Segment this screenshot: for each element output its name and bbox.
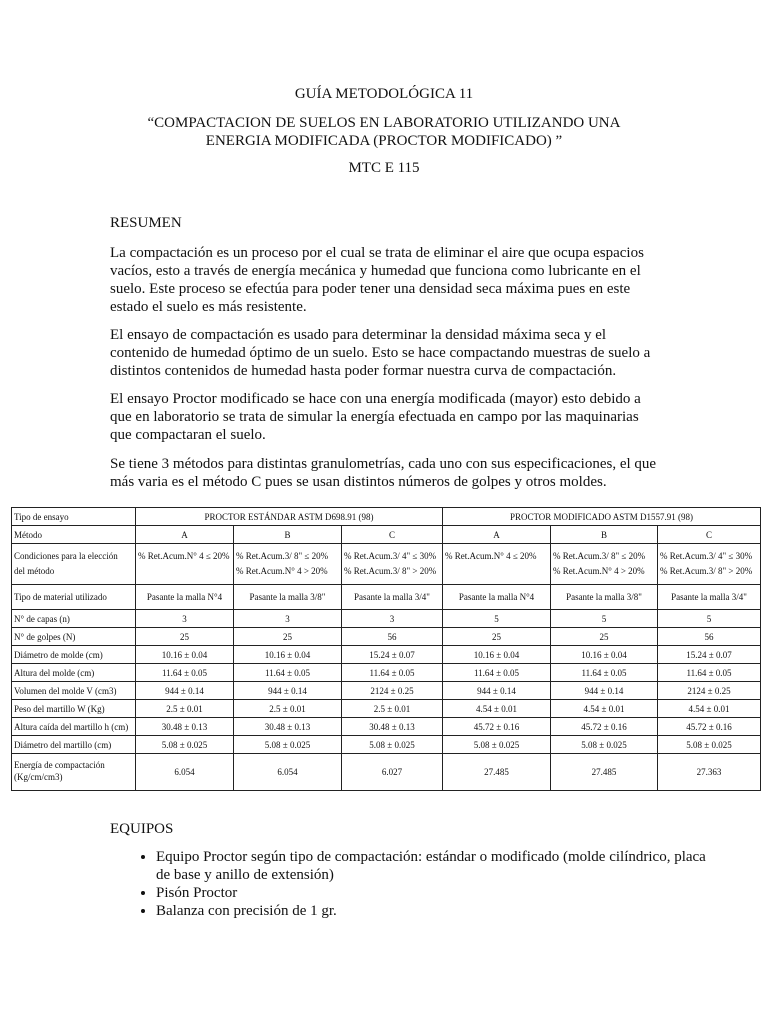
- table-cell: 2.5 ± 0.01: [136, 700, 234, 718]
- condition-line-1: % Ret.Acum.3/ 8" ≤ 20%: [236, 551, 329, 561]
- conditions-label-line-1: Condiciones para la elección: [14, 551, 118, 561]
- table-row: [12, 718, 761, 736]
- condition-line-2: % Ret.Acum.N° 4 > 20%: [236, 566, 328, 576]
- resumen-paragraph-1: La compactación es un proceso por el cual se trata de eliminar el aire que ocupa espacios vacíos, esto a través de energía mecánica y humedad que funciona como lubricante en el suelo. Este proceso se efectúa para poder tener una densidad seca máxima pues en este estado el suelo es más resistente.: [110, 245, 644, 315]
- table-cell: 25: [551, 628, 658, 646]
- table-cell: 11.64 ± 0.05: [658, 664, 761, 682]
- table-cell: Pasante la malla 3/8": [551, 585, 658, 610]
- table-row: [12, 736, 761, 754]
- table-cell: 10.16 ± 0.04: [136, 646, 234, 664]
- table-row-conditions: [12, 544, 761, 585]
- conditions-label-line-2: del método: [14, 566, 55, 576]
- material-label: Tipo de material utilizado: [12, 585, 136, 610]
- condition-line-2: % Ret.Acum.N° 4 > 20%: [553, 566, 645, 576]
- table-cell: 3: [342, 610, 443, 628]
- table-cell: 5.08 ± 0.025: [551, 736, 658, 754]
- energy-label-line-1: Energía de compactación: [14, 760, 105, 770]
- table-cell: Pasante la malla N°4: [443, 585, 551, 610]
- table-row: [12, 682, 761, 700]
- row-label: N° de capas (n): [12, 610, 136, 628]
- table-cell: B: [551, 526, 658, 544]
- table-cell: Pasante la malla 3/4": [342, 585, 443, 610]
- table-row-method: [12, 526, 761, 544]
- table-cell: 5.08 ± 0.025: [136, 736, 234, 754]
- row-label: N° de golpes (N): [12, 628, 136, 646]
- conditions-label: [12, 544, 136, 585]
- header-modified: PROCTOR MODIFICADO ASTM D1557.91 (98): [443, 508, 761, 526]
- condition-line-2: % Ret.Acum.3/ 8" > 20%: [344, 566, 437, 576]
- table-cell: [658, 544, 761, 585]
- guide-title: GUÍA METODOLÓGICA 11: [294, 86, 474, 102]
- header-standard: PROCTOR ESTÁNDAR ASTM D698.91 (98): [136, 508, 443, 526]
- table-cell: 27.485: [551, 754, 658, 791]
- table-row: [12, 664, 761, 682]
- table-cell: [342, 544, 443, 585]
- table-row: [12, 700, 761, 718]
- table-cell: 5.08 ± 0.025: [342, 736, 443, 754]
- table-cell: A: [443, 526, 551, 544]
- table-row: [12, 628, 761, 646]
- condition-line-1: % Ret.Acum.N° 4 ≤ 20%: [138, 551, 230, 561]
- table-cell: 3: [234, 610, 342, 628]
- method-label: Método: [12, 526, 136, 544]
- energy-label-line-2: (Kg/cm/cm3): [14, 772, 63, 782]
- table-cell: 56: [658, 628, 761, 646]
- table-cell: 3: [136, 610, 234, 628]
- row-label: Volumen del molde V (cm3): [12, 682, 136, 700]
- table-body: [12, 610, 761, 754]
- table-cell: 11.64 ± 0.05: [136, 664, 234, 682]
- table-cell: C: [342, 526, 443, 544]
- table-cell: [551, 544, 658, 585]
- list-item: • Balanza con precisión de 1 gr.: [156, 902, 716, 920]
- standard-code: MTC E 115: [348, 160, 420, 176]
- table-cell: 4.54 ± 0.01: [658, 700, 761, 718]
- table-cell: 15.24 ± 0.07: [658, 646, 761, 664]
- table-cell: 25: [136, 628, 234, 646]
- table-cell: 5.08 ± 0.025: [234, 736, 342, 754]
- table-cell: 11.64 ± 0.05: [443, 664, 551, 682]
- table-cell: 2124 ± 0.25: [658, 682, 761, 700]
- table-cell: [136, 544, 234, 585]
- table-cell: 45.72 ± 0.16: [443, 718, 551, 736]
- table-cell: 27.485: [443, 754, 551, 791]
- table-cell: 2.5 ± 0.01: [234, 700, 342, 718]
- condition-line-1: % Ret.Acum.3/ 4" ≤ 30%: [660, 551, 753, 561]
- condition-line-2: [445, 564, 548, 579]
- table-cell: 30.48 ± 0.13: [136, 718, 234, 736]
- condition-line-1: % Ret.Acum.N° 4 ≤ 20%: [445, 551, 537, 561]
- table-cell: Pasante la malla 3/8": [234, 585, 342, 610]
- condition-line-1: % Ret.Acum.3/ 4" ≤ 30%: [344, 551, 437, 561]
- table-row-energy: [12, 754, 761, 791]
- table-cell: [443, 544, 551, 585]
- table-cell: 25: [443, 628, 551, 646]
- table-cell: 5.08 ± 0.025: [658, 736, 761, 754]
- table-cell: 944 ± 0.14: [443, 682, 551, 700]
- energy-label: [12, 754, 136, 791]
- table-row: [12, 610, 761, 628]
- row-label: Diámetro de molde (cm): [12, 646, 136, 664]
- resumen-paragraph-4: Se tiene 3 métodos para distintas granulometrías, cada uno con sus especificaciones, el que más varia es el método C pues se usan distintos números de golpes y otros moldes.: [110, 456, 657, 490]
- header-label: Tipo de ensayo: [12, 508, 136, 526]
- table-cell: [234, 544, 342, 585]
- table-cell: 15.24 ± 0.07: [342, 646, 443, 664]
- table-cell: 6.054: [234, 754, 342, 791]
- equipment-list: [108, 848, 716, 920]
- table-cell: 11.64 ± 0.05: [342, 664, 443, 682]
- table-cell: 45.72 ± 0.16: [551, 718, 658, 736]
- table-cell: 11.64 ± 0.05: [234, 664, 342, 682]
- table-cell: 30.48 ± 0.13: [234, 718, 342, 736]
- table-cell: Pasante la malla 3/4": [658, 585, 761, 610]
- table-cell: 5: [658, 610, 761, 628]
- table-cell: 2124 ± 0.25: [342, 682, 443, 700]
- table-cell: Pasante la malla N°4: [136, 585, 234, 610]
- table-cell: 5: [443, 610, 551, 628]
- proctor-specs-table: [11, 507, 761, 791]
- table-cell: 25: [234, 628, 342, 646]
- table-cell: 944 ± 0.14: [551, 682, 658, 700]
- table-cell: 10.16 ± 0.04: [551, 646, 658, 664]
- table-row-material: [12, 585, 761, 610]
- table-cell: 45.72 ± 0.16: [658, 718, 761, 736]
- list-item: • Equipo Proctor según tipo de compactación: estándar o modificado (molde cilíndrico, placa de base y anillo de extensión): [156, 848, 716, 884]
- table-cell: B: [234, 526, 342, 544]
- table-cell: 944 ± 0.14: [234, 682, 342, 700]
- resumen-paragraph-3: El ensayo Proctor modificado se hace con una energía modificada (mayor) esto debido a que en laboratorio se trata de simular la energía efectuada en campo por las maquinarias que compactaran el suelo.: [110, 391, 641, 443]
- table-cell: A: [136, 526, 234, 544]
- table-row: [12, 646, 761, 664]
- resumen-paragraph-2: El ensayo de compactación es usado para determinar la densidad máxima seca y el contenido de humedad óptimo de un suelo. Esto se hace compactando muestras de suelo a distintos contenidos de humedad hasta poder formar nuestra curva de compactación.: [110, 327, 651, 379]
- table-cell: 5.08 ± 0.025: [443, 736, 551, 754]
- table-cell: 5: [551, 610, 658, 628]
- equipos-heading: EQUIPOS: [110, 821, 174, 837]
- row-label: Peso del martillo W (Kg): [12, 700, 136, 718]
- row-label: Diámetro del martillo (cm): [12, 736, 136, 754]
- table-cell: 2.5 ± 0.01: [342, 700, 443, 718]
- table-cell: 944 ± 0.14: [136, 682, 234, 700]
- list-item: • Pisón Proctor: [156, 884, 716, 902]
- table-cell: 4.54 ± 0.01: [551, 700, 658, 718]
- table-cell: C: [658, 526, 761, 544]
- table-cell: 10.16 ± 0.04: [443, 646, 551, 664]
- condition-line-2: [138, 564, 231, 579]
- table-cell: 27.363: [658, 754, 761, 791]
- resumen-heading: RESUMEN: [110, 215, 182, 231]
- document-title: “COMPACTACION DE SUELOS EN LABORATORIO UTILIZANDO UNA ENERGIA MODIFICADA (PROCTOR MODIFICADO) ”: [147, 115, 621, 149]
- row-label: Altura del molde (cm): [12, 664, 136, 682]
- table-cell: 30.48 ± 0.13: [342, 718, 443, 736]
- table-cell: 56: [342, 628, 443, 646]
- table-cell: 11.64 ± 0.05: [551, 664, 658, 682]
- condition-line-1: % Ret.Acum.3/ 8" ≤ 20%: [553, 551, 646, 561]
- table-cell: 4.54 ± 0.01: [443, 700, 551, 718]
- row-label: Altura caída del martillo h (cm): [12, 718, 136, 736]
- condition-line-2: % Ret.Acum.3/ 8" > 20%: [660, 566, 753, 576]
- table-cell: 6.027: [342, 754, 443, 791]
- table-cell: 10.16 ± 0.04: [234, 646, 342, 664]
- table-cell: 6.054: [136, 754, 234, 791]
- table-header-row: [12, 508, 761, 526]
